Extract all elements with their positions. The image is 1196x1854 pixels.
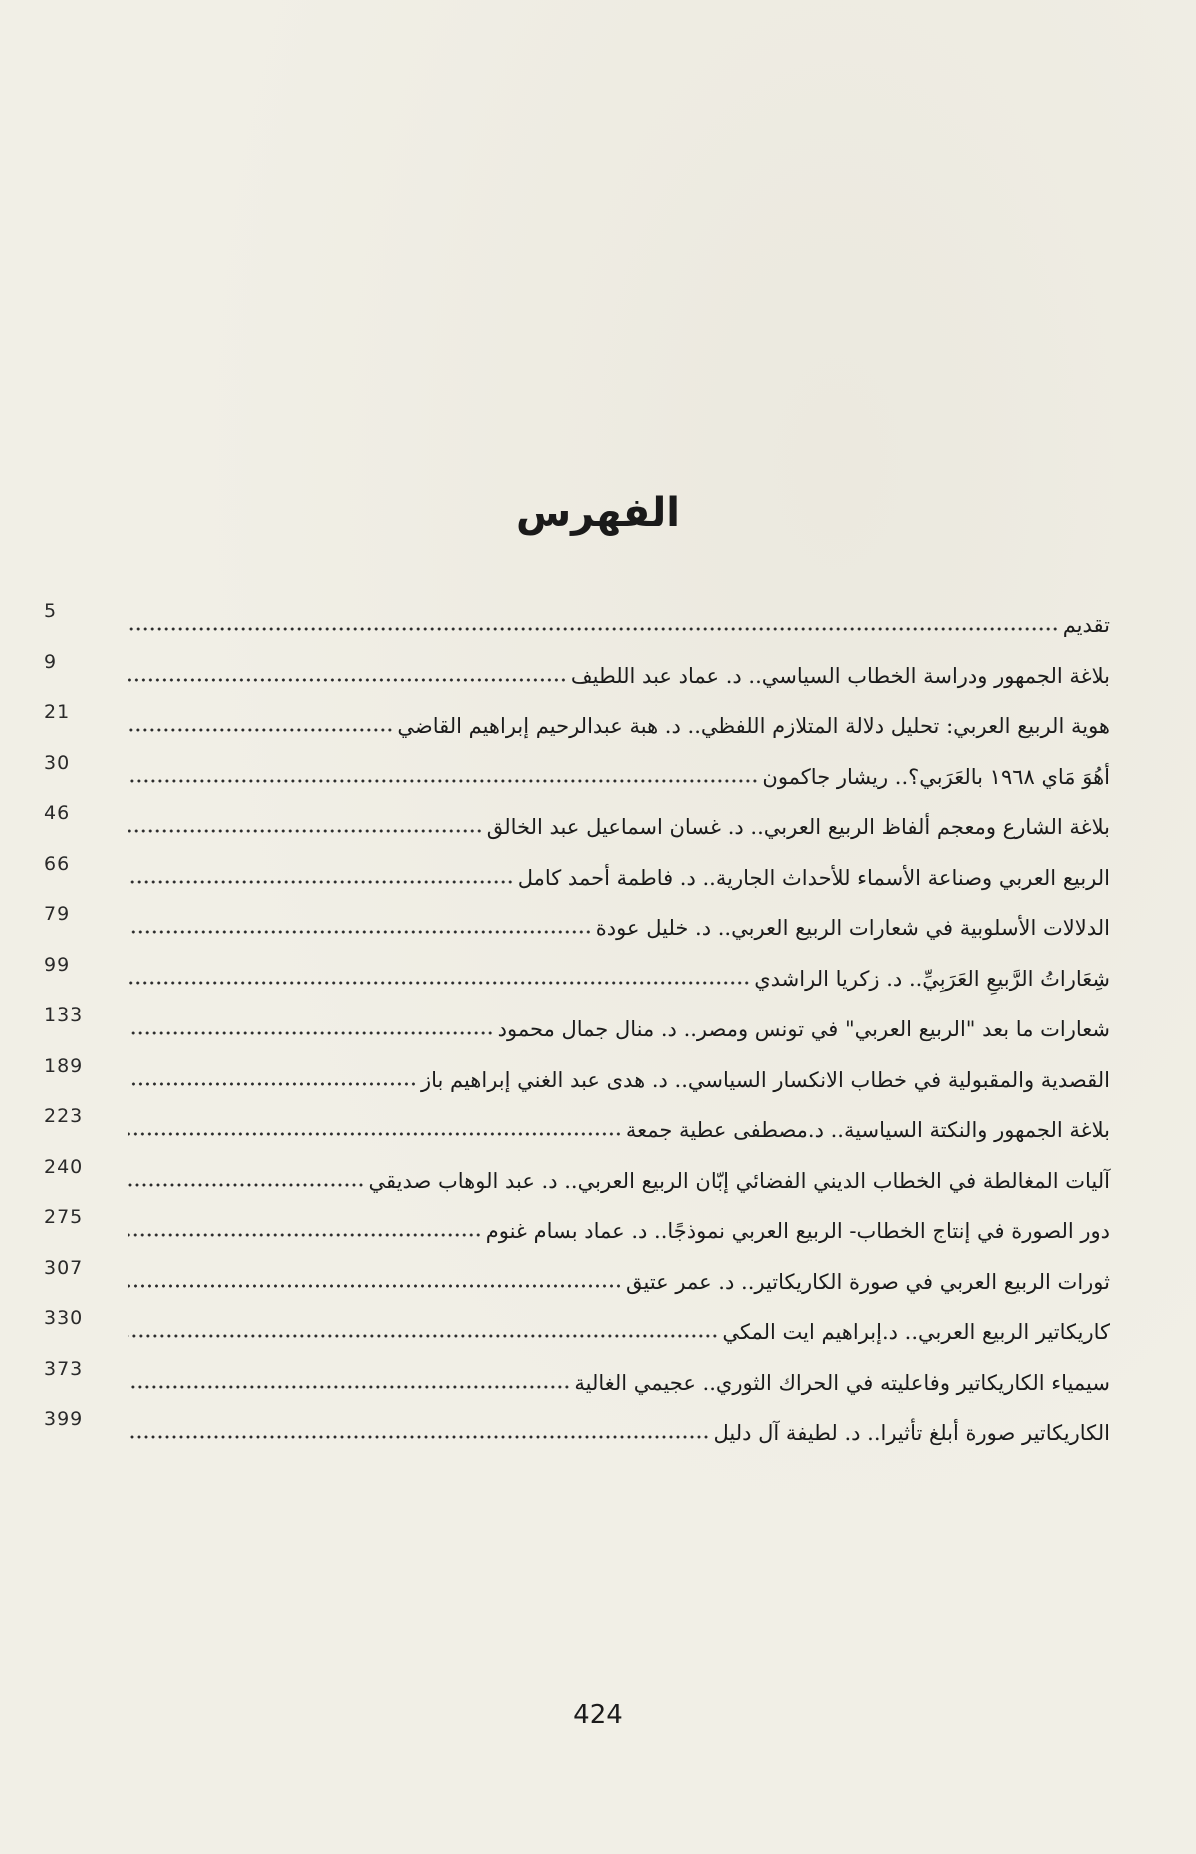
toc-page-number: 5 — [44, 600, 58, 623]
toc-entry-body — [106, 1169, 1110, 1193]
toc-entry — [44, 651, 1110, 702]
dot-leader — [128, 829, 483, 833]
toc-entry — [44, 1156, 1110, 1207]
toc-entry — [44, 903, 1110, 954]
toc-page-number: 66 — [44, 852, 71, 875]
toc-entry — [44, 954, 1110, 1005]
toc-entry — [44, 1055, 1110, 1106]
toc-page-number: 373 — [44, 1357, 84, 1380]
toc-entry — [44, 1307, 1110, 1358]
toc-page-number: 275 — [44, 1206, 84, 1229]
toc-entry-title: أهُوَ مَاي ١٩٦٨ بالعَرَبي؟.. ريشار جاكمون — [762, 764, 1110, 789]
toc-page-number: 330 — [44, 1307, 84, 1330]
toc-page-number: 307 — [44, 1256, 84, 1279]
toc-entry-title: بلاغة الشارع ومعجم ألفاظ الربيع العربي.. د. غسان اسماعيل عبد الخالق — [486, 815, 1110, 840]
toc-entry — [44, 1257, 1110, 1308]
toc-page-number: 99 — [44, 953, 71, 976]
toc-page-number: 46 — [44, 802, 71, 825]
toc-entry-body — [106, 765, 1110, 789]
page-title: الفهرس — [515, 490, 680, 536]
dot-leader — [128, 1031, 494, 1035]
dot-leader — [128, 1334, 718, 1338]
toc-entry-title: الكاريكاتير صورة أبلغ تأثيرا.. د. لطيفة آل دليل — [713, 1421, 1110, 1446]
dot-leader — [128, 930, 592, 934]
toc-entry-body — [106, 1068, 1110, 1092]
toc-entry — [44, 701, 1110, 752]
toc-entry — [44, 1105, 1110, 1156]
toc-page-number: 189 — [44, 1054, 84, 1077]
toc-entry-body — [106, 815, 1110, 839]
toc-page-number: 21 — [44, 701, 71, 724]
toc-entry-body — [106, 1219, 1110, 1243]
toc-entry — [44, 600, 1110, 651]
toc-entry-title: تقديم — [1062, 613, 1110, 638]
dot-leader — [128, 1435, 710, 1439]
toc-entry-body — [106, 967, 1110, 991]
toc-entry — [44, 802, 1110, 853]
dot-leader — [128, 728, 393, 732]
dot-leader — [128, 1132, 622, 1136]
toc-entry-title: ثورات الربيع العربي في صورة الكاريكاتير.. د. عمر عتيق — [625, 1269, 1110, 1294]
toc-page-number: 399 — [44, 1408, 84, 1431]
toc-entry — [44, 1358, 1110, 1409]
dot-leader — [128, 1385, 570, 1389]
toc-entry-title: سيمياء الكاريكاتير وفاعليته في الحراك الثوري.. عجيمي الغالية — [574, 1370, 1110, 1395]
toc-entry-body — [106, 664, 1110, 688]
toc-entry-title: شِعَاراتُ الرَّبيعِ العَرَبِيِّ.. د. زكريا الراشدي — [754, 966, 1110, 991]
toc-entry-title: شعارات ما بعد "الربيع العربي" في تونس ومصر.. د. منال جمال محمود — [497, 1017, 1110, 1042]
toc-page-number: 223 — [44, 1105, 84, 1128]
toc-entry-body — [106, 1320, 1110, 1344]
toc-entry — [44, 752, 1110, 803]
dot-leader — [128, 1233, 482, 1237]
toc-entry-title: هوية الربيع العربي: تحليل دلالة المتلازم اللفظي.. د. هبة عبدالرحيم إبراهيم القاضي — [397, 714, 1110, 739]
toc-entry-body — [106, 1017, 1110, 1041]
toc-entry-body — [106, 1118, 1110, 1142]
dot-leader — [128, 627, 1059, 631]
toc-entry-title: الربيع العربي وصناعة الأسماء للأحداث الجارية.. د. فاطمة أحمد كامل — [517, 865, 1110, 890]
dot-leader — [128, 1183, 364, 1187]
toc-entry-title: دور الصورة في إنتاج الخطاب- الربيع العربي نموذجًا.. د. عماد بسام غنوم — [485, 1219, 1110, 1244]
dot-leader — [128, 779, 758, 783]
dot-leader — [128, 1284, 622, 1288]
toc-entry-title: بلاغة الجمهور ودراسة الخطاب السياسي.. د. عماد عبد اللطيف — [570, 663, 1110, 688]
toc-entry — [44, 1206, 1110, 1257]
toc-entry-title: آليات المغالطة في الخطاب الديني الفضائي إبّان الربيع العربي.. د. عبد الوهاب صديقي — [368, 1168, 1110, 1193]
toc-entry-body — [106, 866, 1110, 890]
toc-entry-body — [106, 916, 1110, 940]
toc-entry-body — [106, 1270, 1110, 1294]
toc-entry-title: القصدية والمقبولية في خطاب الانكسار السياسي.. د. هدى عبد الغني إبراهيم باز — [420, 1067, 1110, 1092]
toc-entry — [44, 853, 1110, 904]
toc-page-number: 240 — [44, 1155, 84, 1178]
dot-leader — [128, 678, 567, 682]
dot-leader — [128, 981, 750, 985]
toc-entry-title: الدلالات الأسلوبية في شعارات الربيع العربي.. د. خليل عودة — [595, 916, 1110, 941]
toc-entry-body — [106, 613, 1110, 637]
toc-entry — [44, 1004, 1110, 1055]
toc-entry — [44, 1408, 1110, 1459]
table-of-contents — [44, 600, 1110, 1459]
toc-page-number: 133 — [44, 1004, 84, 1027]
toc-entry-title: بلاغة الجمهور والنكتة السياسية.. د.مصطفى عطية جمعة — [625, 1118, 1110, 1143]
dot-leader — [128, 1082, 417, 1086]
toc-page-number: 30 — [44, 751, 71, 774]
toc-entry-body — [106, 714, 1110, 738]
page-number: 424 — [573, 1700, 623, 1730]
toc-page-number: 9 — [44, 650, 58, 673]
toc-entry-body — [106, 1421, 1110, 1445]
toc-entry-title: كاريكاتير الربيع العربي.. د.إبراهيم ايت المكي — [722, 1320, 1110, 1345]
toc-entry-body — [106, 1371, 1110, 1395]
dot-leader — [128, 880, 514, 884]
toc-page-number: 79 — [44, 903, 71, 926]
